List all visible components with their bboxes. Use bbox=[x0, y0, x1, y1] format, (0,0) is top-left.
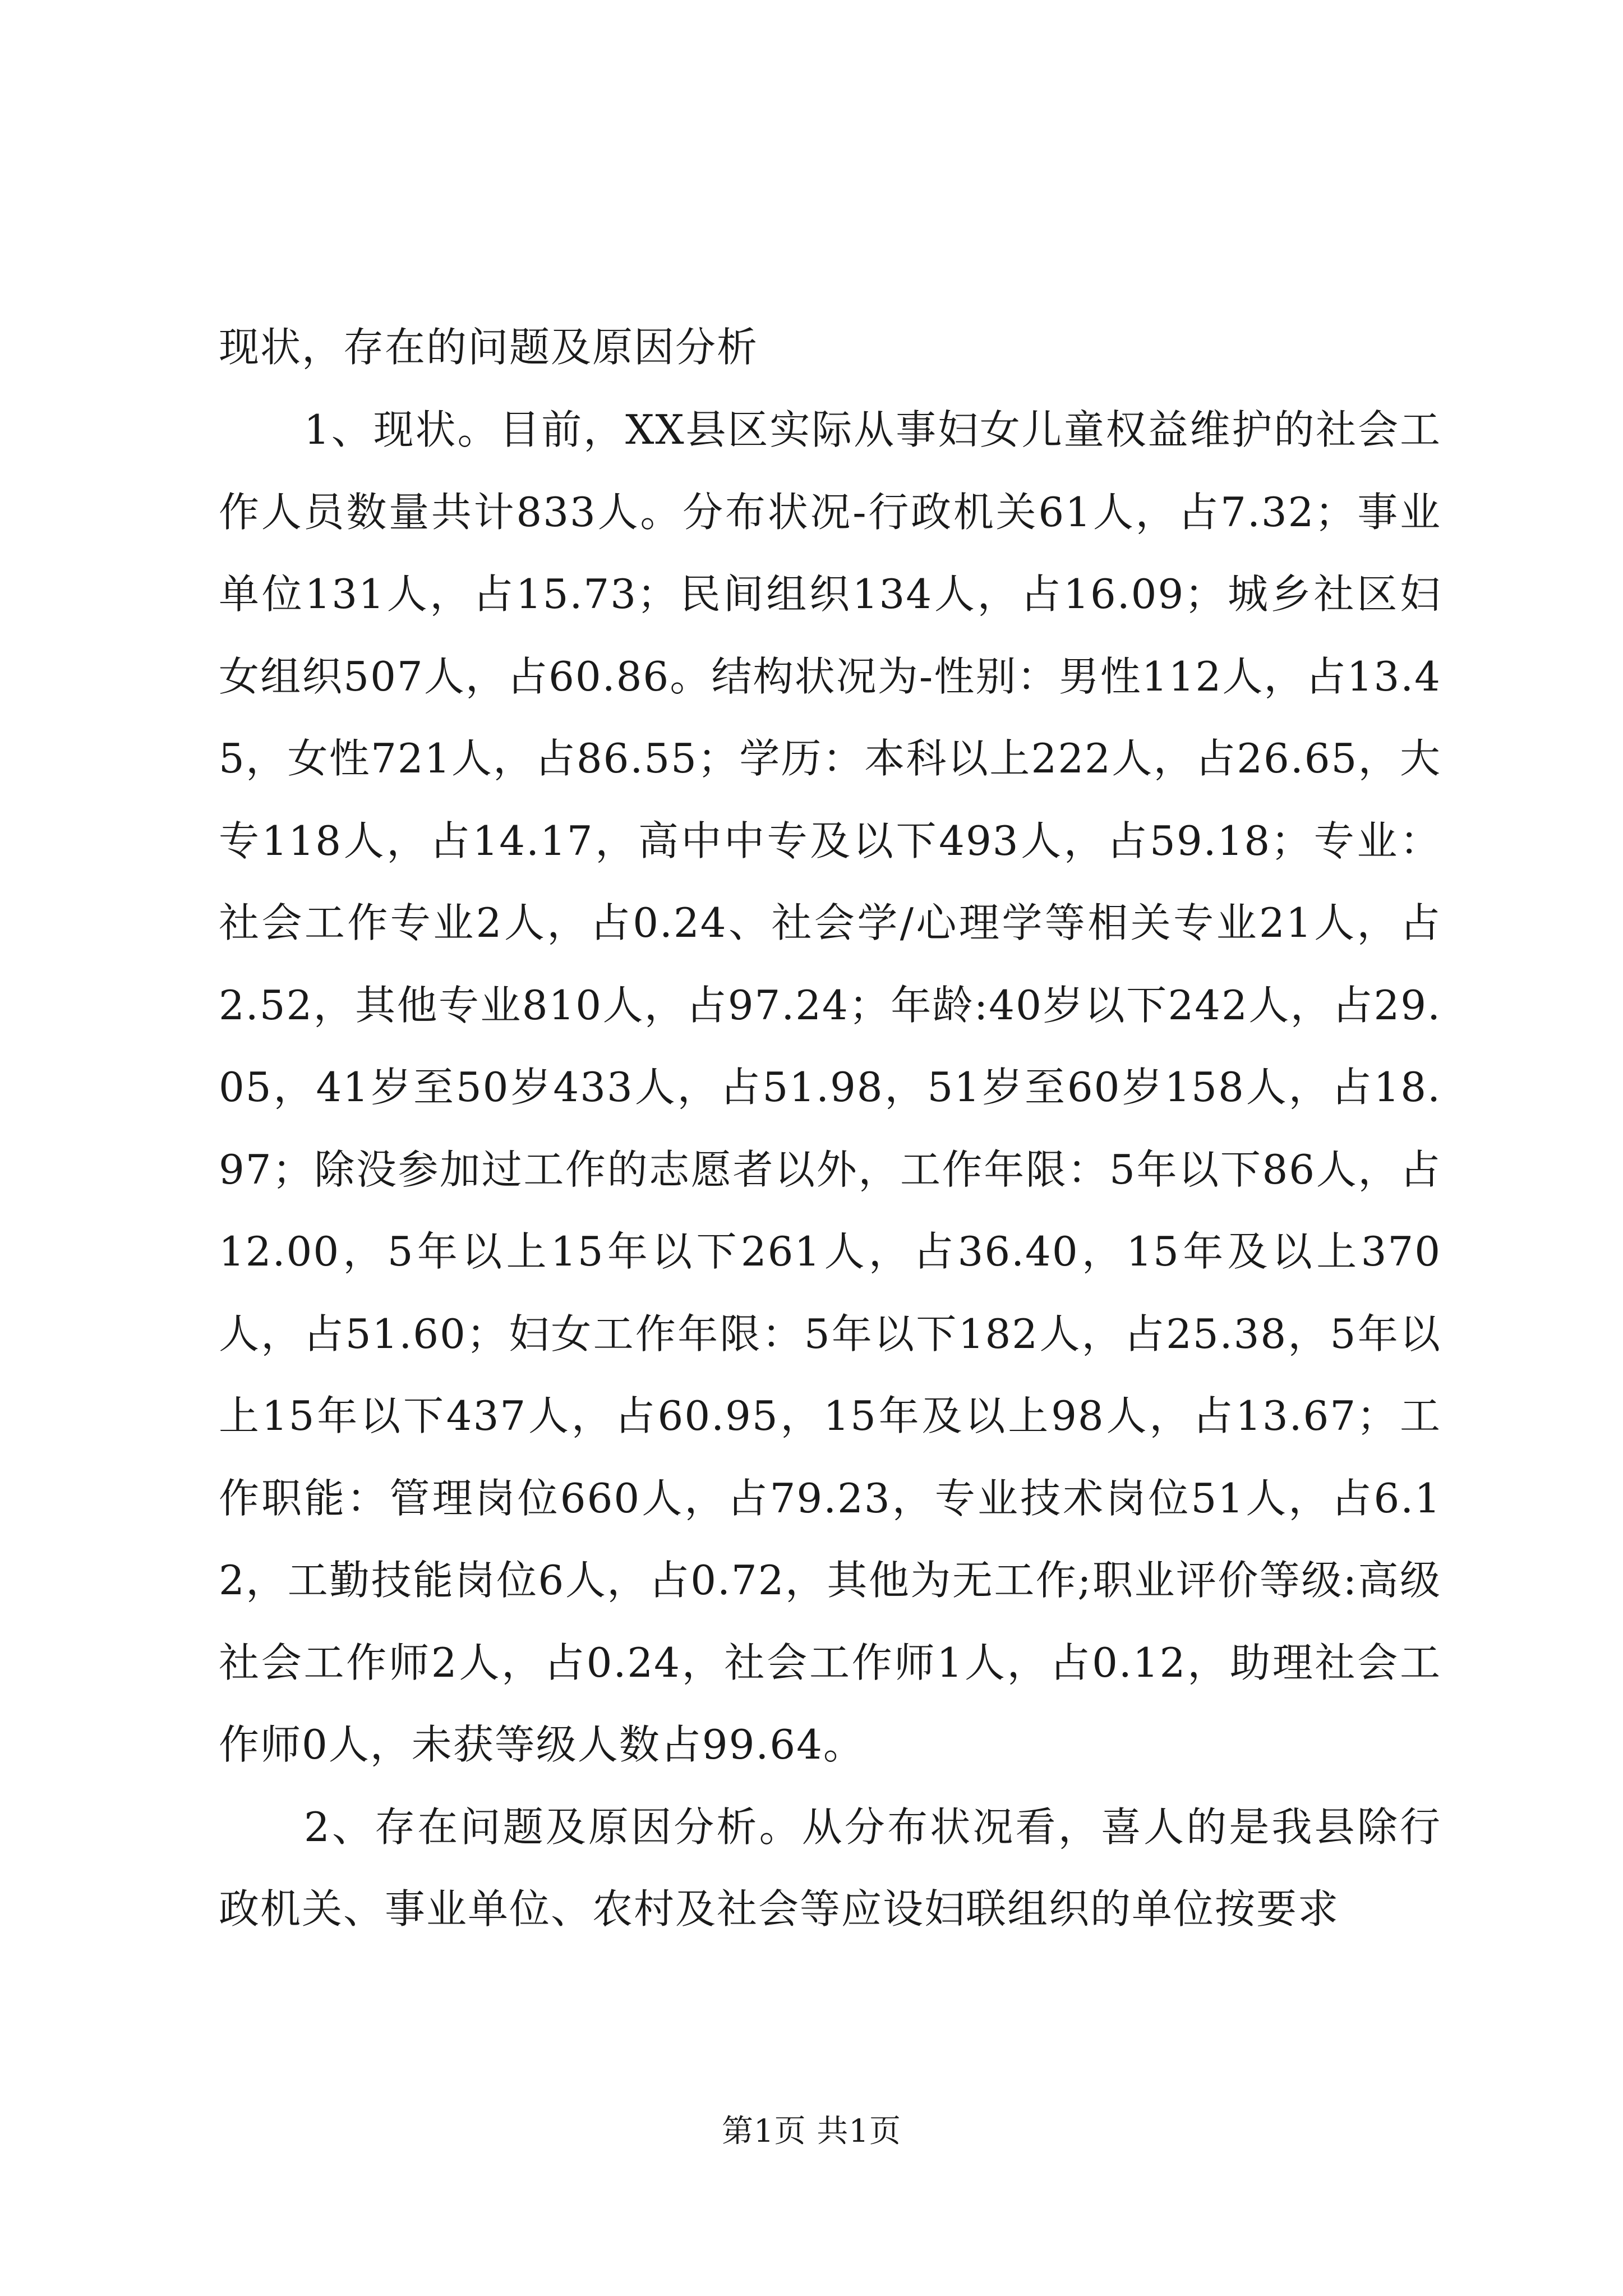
paragraph-problems: 2、存在问题及原因分析。从分布状况看，喜人的是我县除行政机关、事业单位、农村及社会等应设妇联组织的单位按要求 bbox=[219, 1803, 1441, 1932]
document-body bbox=[219, 306, 1441, 1950]
page-footer: 第1页 共1页 bbox=[721, 2113, 902, 2150]
paragraph-status: 1、现状。目前，XX县区实际从事妇女儿童权益维护的社会工作人员数量共计833人。分布状况-行政机关61人，占7.32；事业单位131人，占15.73；民间组织134人，占16.09；城乡社区妇女组织507人，占60.86。结构状况为-性别：男性112人，占13.45，女性721人，占86.55；学历：本科以上222人，占26.65，大专118人，占14.17，高中中专及以下493人，占59.18；专业：社会工作专业2人，占0.24、社会学/心理学等相关专业21人，占2.52，其他专业810人，占97.24；年龄:40岁以下242人，占29.05，41岁至50岁433人，占51.98，51岁至60岁158人，占18.97；除没参加过工作的志愿者以外，工作年限：5年以下86人，占12.00，5年以上15年以下261人，占36.40，15年及以上370人，占51.60；妇女工作年限：5年以下182人，占25.38，5年以上15年以下437人，占60.95，15年及以上98人，占13.67；工作职能：管理岗位660人，占79.23，专业技术岗位51人，占6.12，工勤技能岗位6人，占0.72，其他为无工作;职业评价等级:高级社会工作师2人，占0.24，社会工作师1人，占0.12，助理社会工作师0人，未获等级人数占99.64。 bbox=[219, 406, 1441, 1768]
section-heading: 现状，存在的问题及原因分析 bbox=[219, 324, 759, 371]
